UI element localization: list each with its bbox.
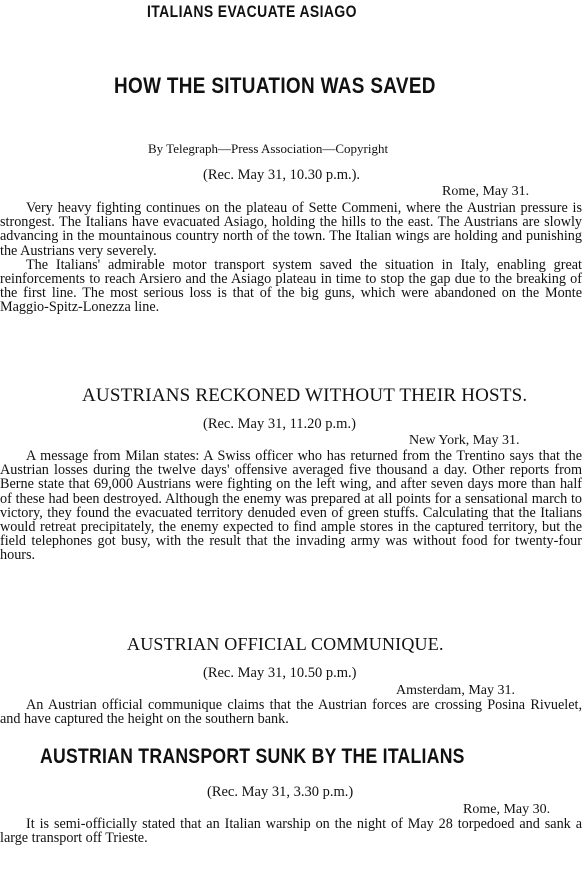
article-1-received: (Rec. May 31, 10.30 p.m.).	[203, 167, 361, 183]
article-1-body	[0, 201, 582, 315]
banner-headline: ITALIANS EVACUATE ASIAGO	[147, 2, 357, 21]
article-2-dateline: New York, May 31.	[409, 433, 520, 448]
article-4-paragraph-1: It is semi-officially stated that an Italian warship on the night of May 28 torpedoed and sank a large transport off Trieste.	[0, 816, 582, 847]
byline: By Telegraph—Press Association—Copyright	[148, 141, 389, 156]
article-2-headline: AUSTRIANS RECKONED WITHOUT THEIR HOSTS.	[82, 385, 528, 406]
article-2-body	[0, 449, 582, 563]
article-3-dateline: Amsterdam, May 31.	[396, 683, 515, 698]
article-4-body	[0, 817, 582, 845]
article-1-paragraph-1: Very heavy fighting continues on the plateau of Sette Commeni, where the Austrian pressure is strongest. The Italians have evacuated Asiago, holding the hills to the east. The Austrians are slowly advancing in the mountainous country north of the town. The Italian wings are holding and punishing the Austrians very severely.	[0, 200, 582, 259]
article-1-paragraph-2: The Italians' admirable motor transport system saved the situation in Italy, enabling great reinforcements to reach Arsiero and the Asiago plateau in time to stop the gap due to the breaking of the first line. The most serious loss is that of the big guns, which were abandoned on the Monte Maggio-Spitz-Lonezza line.	[0, 256, 582, 316]
article-4-received: (Rec. May 31, 3.30 p.m.)	[207, 784, 354, 800]
article-1-headline: HOW THE SITUATION WAS SAVED	[114, 73, 436, 98]
article-2-received: (Rec. May 31, 11.20 p.m.)	[203, 416, 356, 432]
article-4-headline: AUSTRIAN TRANSPORT SUNK BY THE ITALIANS	[40, 745, 465, 768]
article-3-headline: AUSTRIAN OFFICIAL COMMUNIQUE.	[127, 634, 444, 654]
article-3-received: (Rec. May 31, 10.50 p.m.)	[203, 665, 357, 681]
article-1-dateline: Rome, May 31.	[442, 184, 530, 199]
article-3-body	[0, 698, 582, 726]
article-2-paragraph-1: A message from Milan states: A Swiss officer who has returned from the Trentino says that the Austrian losses during the twelve days' offensive averaged five thousand a day. Other reports from Berne state that 69,000 Austrians were fighting on the left wing, and after seven days more than half of these had been destroyed. Although the enemy was prepared at all points for a sensational march to victory, they found the evacuated territory denuded even of green stuffs. Calculating that the Italians would retreat precipitately, the enemy expected to find ample stores in the captured territory, but the field telephones got busy, with the result that the invading army was without food for twenty-four hours.	[0, 448, 582, 564]
article-3-paragraph-1: An Austrian official communique claims that the Austrian forces are crossing Posina Rivuelet, and have captured the height on the southern bank.	[0, 697, 582, 728]
article-4-dateline: Rome, May 30.	[463, 802, 551, 817]
